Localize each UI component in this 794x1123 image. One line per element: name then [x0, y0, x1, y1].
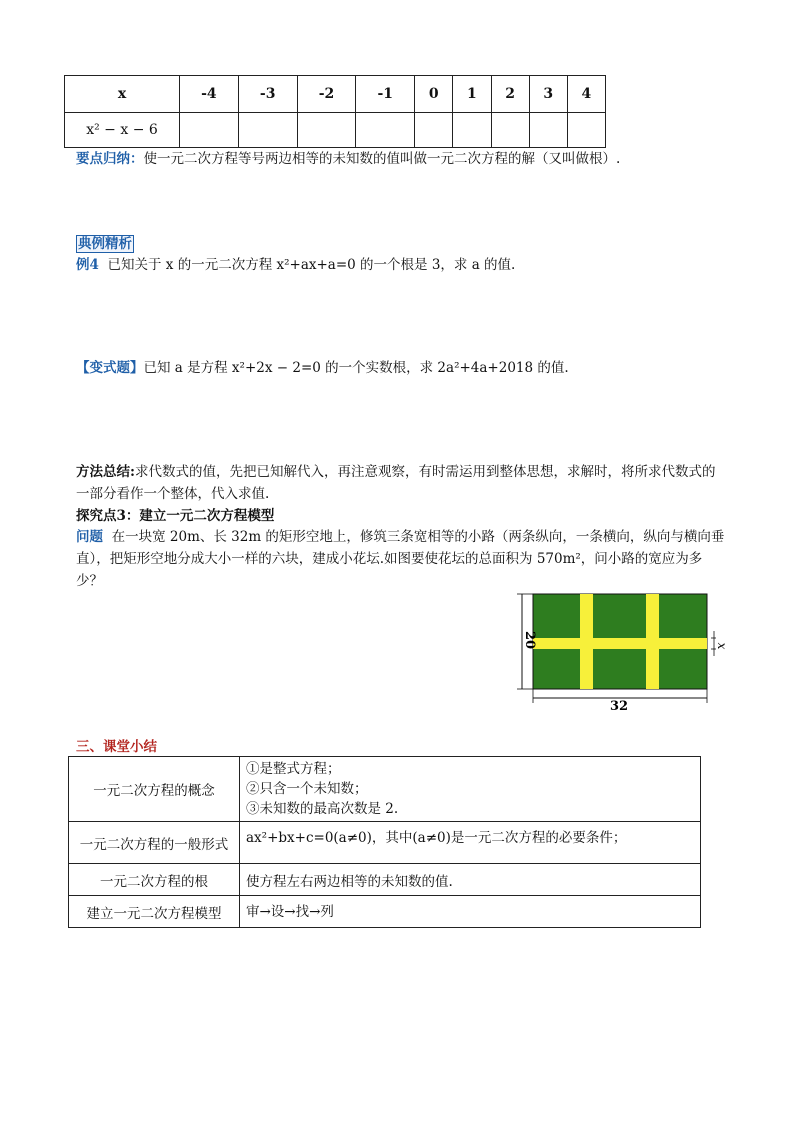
value-table — [64, 75, 606, 148]
problem-label: 问题 — [76, 529, 103, 545]
method-summary — [76, 461, 726, 505]
row-label-cell: x² − x − 6 — [65, 113, 180, 148]
summary-term: 一元二次方程的根 — [69, 864, 240, 896]
road-label: x — [715, 642, 729, 650]
summary-content — [240, 822, 701, 864]
header-cell: -1 — [356, 76, 415, 113]
example-4-label: 例4 — [76, 257, 99, 273]
header-cell: -3 — [238, 76, 297, 113]
horizontal-road — [533, 638, 707, 649]
summary-line: ①是整式方程； — [246, 761, 341, 777]
header-cell: x — [65, 76, 180, 113]
summary-content — [240, 864, 701, 896]
table-row — [69, 864, 701, 896]
header-cell: -4 — [180, 76, 239, 113]
key-point-label: 要点归纳： — [76, 151, 144, 167]
summary-term: 建立一元二次方程模型 — [69, 896, 240, 928]
empty-cell — [238, 113, 297, 148]
summary-content — [240, 896, 701, 928]
header-cell: 0 — [415, 76, 453, 113]
empty-cell — [529, 113, 567, 148]
empty-cell — [356, 113, 415, 148]
key-point — [76, 148, 620, 170]
table-row — [69, 896, 701, 928]
header-cell: 3 — [529, 76, 567, 113]
summary-table — [68, 756, 701, 928]
example-heading — [76, 233, 134, 255]
empty-cell — [415, 113, 453, 148]
summary-line: 使方程左右两边相等的未知数的值. — [246, 873, 453, 890]
header-cell: 1 — [453, 76, 491, 113]
garden-figure — [510, 588, 730, 716]
length-label: 32 — [609, 699, 629, 714]
problem — [76, 526, 726, 592]
header-cell: 2 — [491, 76, 529, 113]
table-row — [65, 76, 606, 113]
empty-cell — [567, 113, 605, 148]
variant-question — [76, 357, 569, 379]
empty-cell — [297, 113, 356, 148]
section-3-heading: 三、课堂小结 — [76, 739, 157, 755]
example-4 — [76, 254, 515, 276]
summary-term: 一元二次方程的概念 — [69, 757, 240, 822]
header-cell: 4 — [567, 76, 605, 113]
explore-3-heading: 探究点3：建立一元二次方程模型 — [76, 508, 275, 524]
summary-line: ③未知数的最高次数是 2. — [246, 801, 399, 817]
method-text: 求代数式的值，先把已知解代入，再注意观察，有时需运用到整体思想，求解时，将所求代数式的一部分看作一个整体，代入求值. — [76, 464, 716, 502]
method-label: 方法总结: — [76, 464, 135, 480]
empty-cell — [491, 113, 529, 148]
empty-cell — [180, 113, 239, 148]
table-row — [65, 113, 606, 148]
key-point-text: 使一元二次方程等号两边相等的未知数的值叫做一元二次方程的解（又叫做根）. — [143, 151, 621, 167]
empty-cell — [453, 113, 491, 148]
width-label: 20 — [522, 630, 537, 650]
variant-text: 已知 a 是方程 x²+2x − 2=0 的一个实数根，求 2a²+4a+2018 的值. — [143, 360, 569, 376]
summary-content — [240, 757, 701, 822]
summary-line: ②只含一个未知数； — [246, 781, 368, 797]
summary-term: 一元二次方程的一般形式 — [69, 822, 240, 864]
example-4-text: 已知关于 x 的一元二次方程 x²+ax+a=0 的一个根是 3，求 a 的值. — [107, 257, 516, 273]
table-row — [69, 757, 701, 822]
summary-line: ax²+bx+c=0(a≠0)，其中(a≠0)是一元二次方程的必要条件； — [246, 830, 627, 846]
example-heading-label: 典例精析 — [78, 236, 132, 252]
table-row — [69, 822, 701, 864]
header-cell: -2 — [297, 76, 356, 113]
summary-line: 审→设→找→列 — [246, 904, 334, 920]
variant-label: 【变式题】 — [76, 360, 144, 376]
problem-text: 在一块宽 20m、长 32m 的矩形空地上，修筑三条宽相等的小路（两条纵向，一条横向，纵向与横向垂直），把矩形空地分成大小一样的六块，建成小花坛.如图要使花坛的总面积为 570m²，问小路的宽应为多少？ — [76, 529, 725, 589]
